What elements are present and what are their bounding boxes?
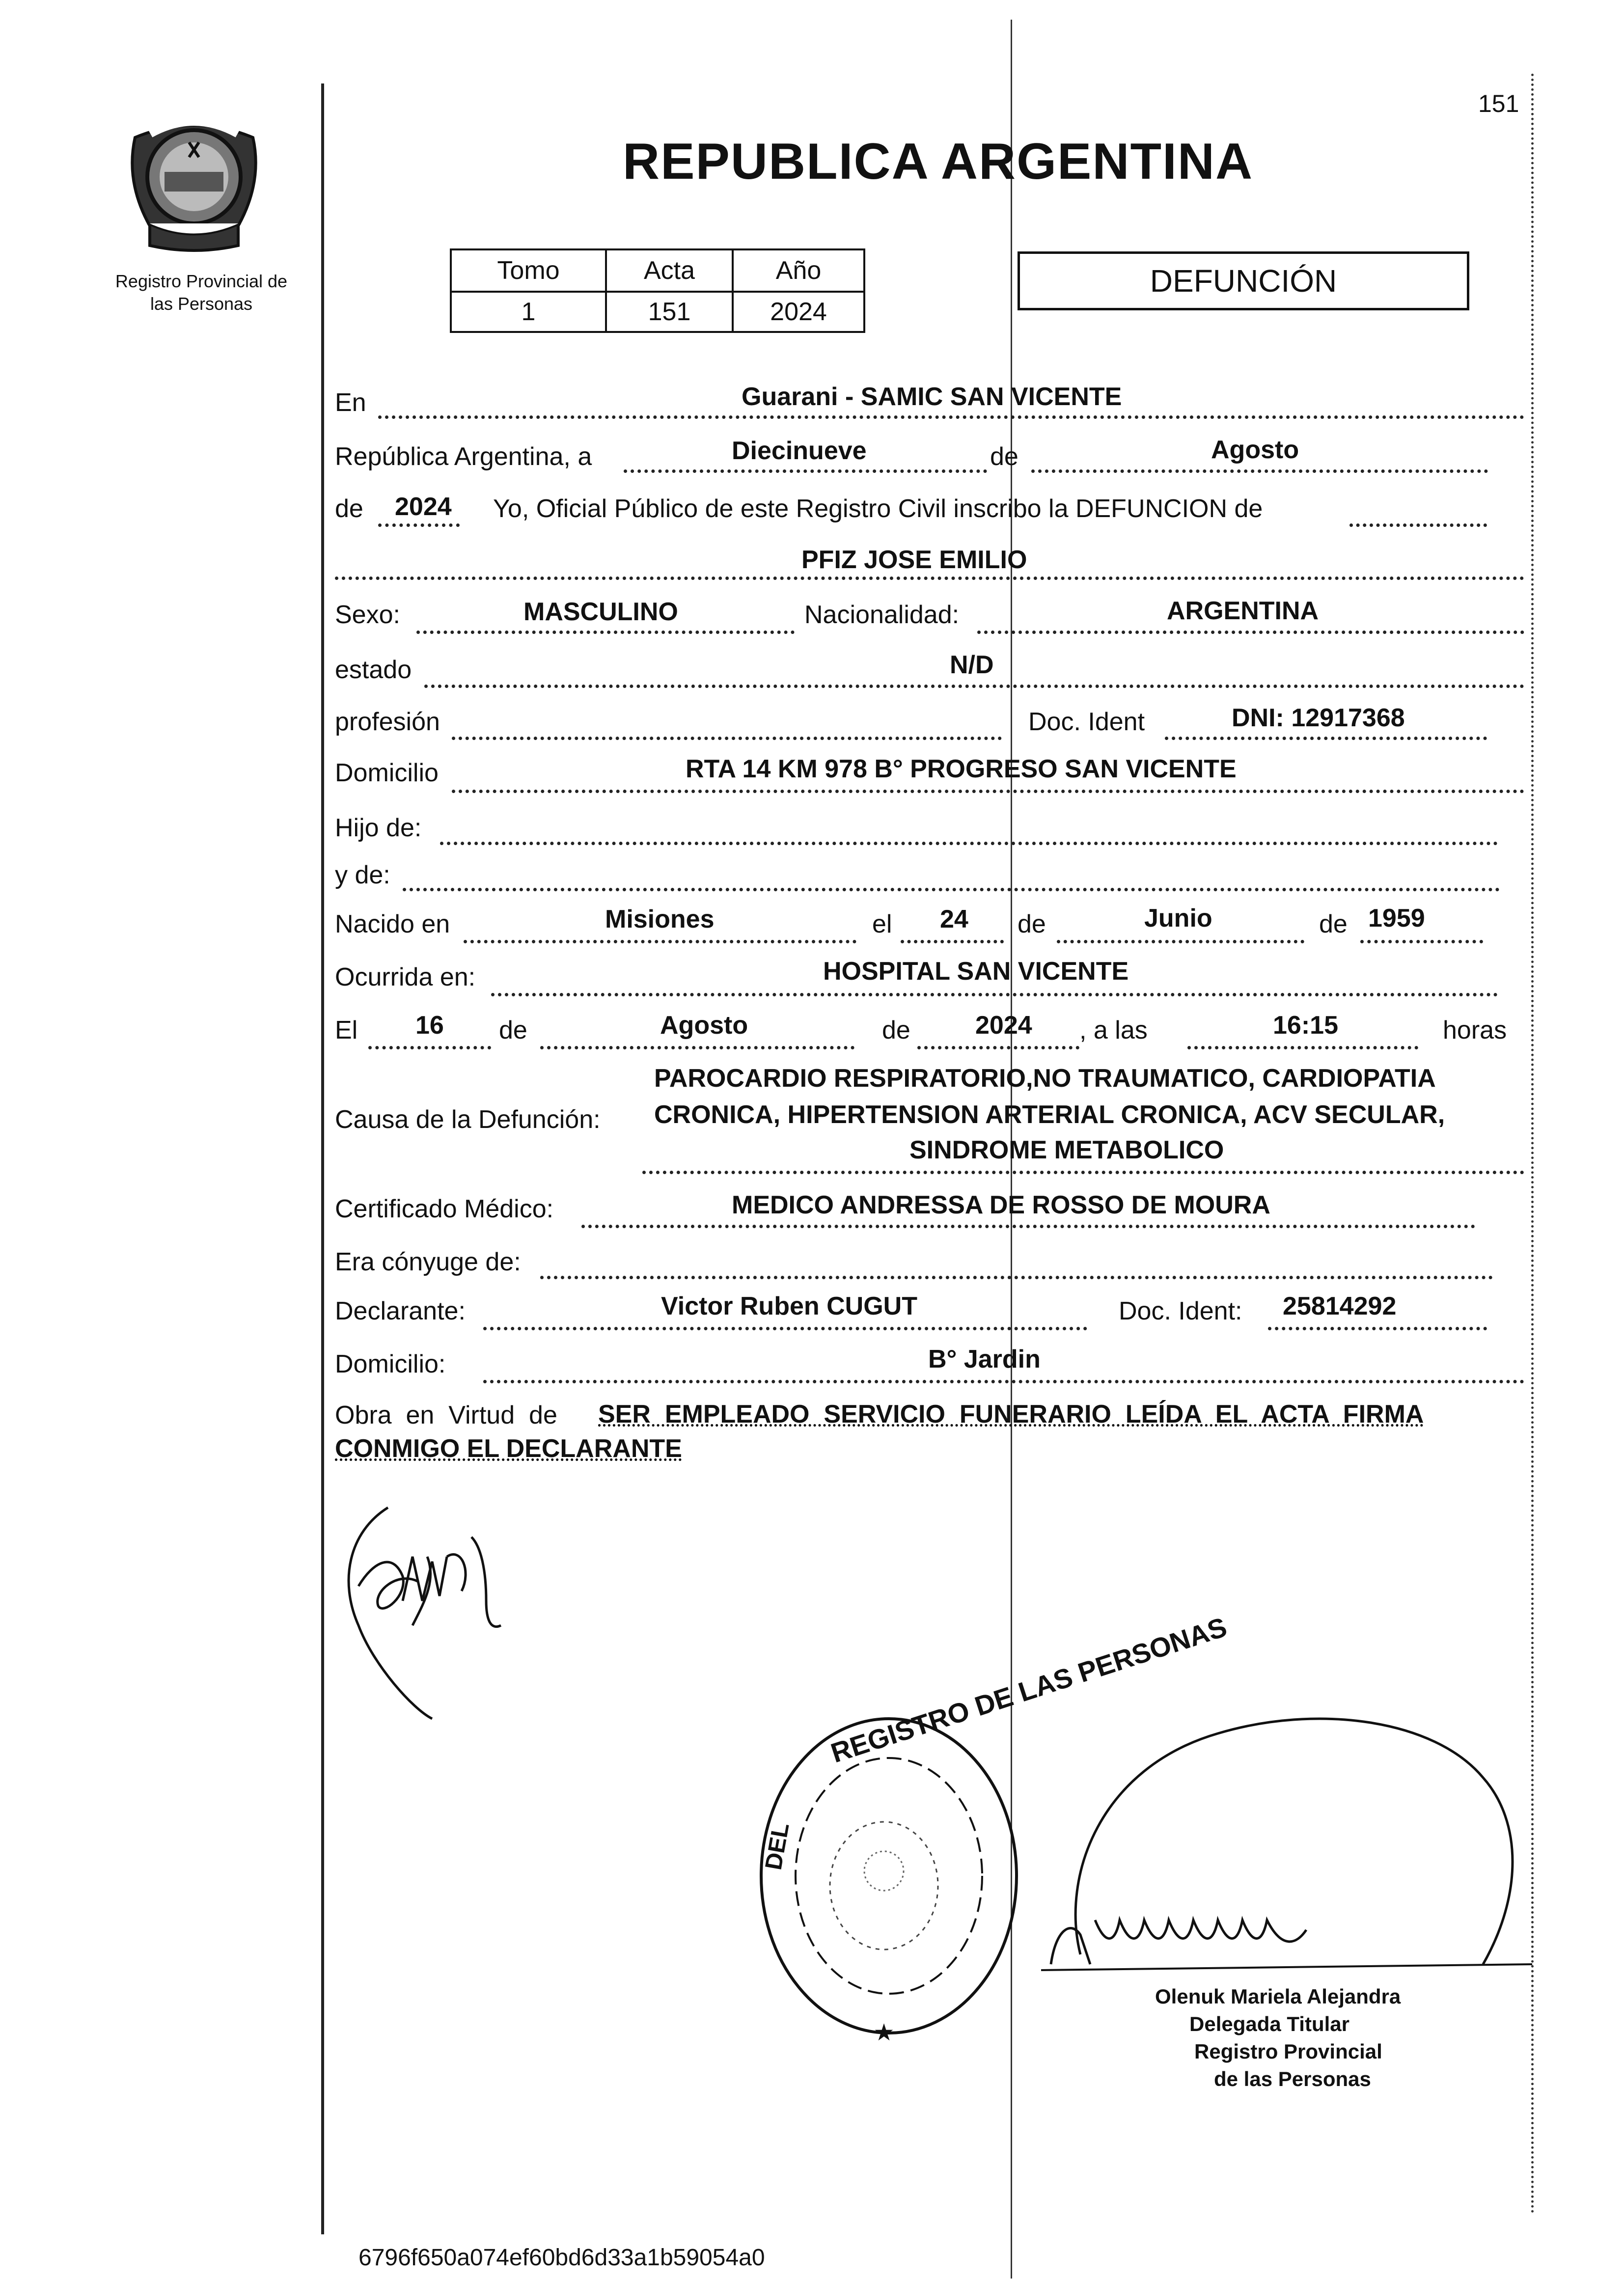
- value-declarant-doc: 25814292: [1283, 1292, 1397, 1320]
- label-a-las: , a las: [1079, 1016, 1148, 1044]
- label-causa: Causa de la Defunción:: [335, 1105, 601, 1134]
- registry-caption: [98, 270, 304, 315]
- dotline-death-place: [491, 993, 1498, 996]
- dotline-hijo: [440, 842, 1498, 845]
- document-type-box: DEFUNCIÓN: [1018, 251, 1469, 310]
- dotline-y-de: [403, 888, 1500, 891]
- label-obra-en-virtud: Obra en Virtud de: [335, 1401, 557, 1429]
- table-header-acta: Acta: [605, 248, 734, 293]
- value-birth-day: 24: [940, 905, 968, 934]
- value-place: Guarani - SAMIC SAN VICENTE: [742, 383, 1122, 411]
- value-medical-certificate: MEDICO ANDRESSA DE ROSSO DE MOURA: [732, 1191, 1270, 1219]
- value-sex: MASCULINO: [523, 598, 678, 626]
- left-margin-rule: [321, 83, 324, 2234]
- dotline-day: [624, 469, 987, 473]
- official-registry-2: de las Personas: [1214, 2067, 1371, 2090]
- stamp-left-text: DEL: [760, 1821, 795, 1872]
- dotline-nacionalidad: [977, 631, 1524, 634]
- table-value-ano: 2024: [732, 291, 865, 333]
- value-doc-id: DNI: 12917368: [1232, 704, 1405, 732]
- official-signature: [1041, 1689, 1562, 1994]
- value-cause-line-1: PAROCARDIO RESPIRATORIO,NO TRAUMATICO, CARDIOPATIA: [654, 1064, 1436, 1093]
- label-profesion: profesión: [335, 708, 440, 736]
- registry-line-2: las Personas: [150, 294, 253, 314]
- label-declarante: Declarante:: [335, 1297, 466, 1325]
- value-birth-place: Misiones: [605, 905, 715, 934]
- label-nacionalidad: Nacionalidad:: [804, 601, 960, 629]
- dotline-sexo: [416, 631, 795, 634]
- label-de-death-month: de: [499, 1016, 527, 1044]
- dotline-death-month: [540, 1046, 854, 1049]
- value-day-text: Diecinueve: [732, 437, 867, 465]
- label-domicilio: Domicilio: [335, 759, 439, 787]
- label-ocurrida-en: Ocurrida en:: [335, 963, 476, 991]
- dotline-death-day: [368, 1046, 491, 1049]
- label-estado: estado: [335, 656, 412, 684]
- document-hash: 6796f650a074ef60bd6d33a1b59054a0: [358, 2245, 765, 2271]
- value-cause-line-2: CRONICA, HIPERTENSION ARTERIAL CRONICA, ACV SECULAR,: [654, 1100, 1445, 1129]
- label-doc-ident: Doc. Ident: [1028, 708, 1145, 736]
- label-domicilio-2: Domicilio:: [335, 1350, 446, 1378]
- official-role: Delegada Titular: [1189, 2012, 1349, 2035]
- dotline-birth-day: [901, 940, 1004, 943]
- table-header-ano: Año: [732, 248, 865, 293]
- value-deceased-name: PFIZ JOSE EMILIO: [801, 546, 1027, 574]
- label-doc-ident-2: Doc. Ident:: [1119, 1297, 1242, 1325]
- label-conyuge: Era cónyuge de:: [335, 1248, 521, 1276]
- dotline-month: [1031, 469, 1488, 473]
- page-number: 151: [1478, 90, 1519, 117]
- label-y-de: y de:: [335, 861, 390, 889]
- value-death-time: 16:15: [1273, 1011, 1338, 1040]
- dotline-death-time: [1187, 1046, 1418, 1049]
- dotline-doc: [1165, 737, 1487, 740]
- value-birth-year: 1959: [1368, 904, 1425, 933]
- page-title: REPUBLICA ARGENTINA: [623, 133, 1254, 190]
- value-by-virtue-line-2: CONMIGO EL DECLARANTE: [335, 1434, 682, 1463]
- value-civil-status: N/D: [950, 651, 994, 679]
- value-declarant-address: B° Jardin: [928, 1345, 1041, 1373]
- label-nacido-en: Nacido en: [335, 910, 450, 938]
- dotline-after-de: [1349, 523, 1487, 527]
- dotline-declarante: [483, 1327, 1087, 1330]
- dotline-name: [335, 577, 1524, 580]
- value-nationality: ARGENTINA: [1167, 597, 1319, 625]
- dotline-domicilio: [452, 790, 1524, 793]
- declarant-signature: [339, 1503, 525, 1729]
- value-death-place: HOSPITAL SAN VICENTE: [823, 957, 1129, 986]
- dotline-certificado: [581, 1225, 1475, 1228]
- dotline-birth-year: [1360, 940, 1483, 943]
- label-el-cap: El: [335, 1016, 358, 1044]
- value-year: 2024: [395, 493, 452, 521]
- label-republica: República Argentina, a: [335, 442, 592, 471]
- table-header-tomo: Tomo: [450, 248, 607, 293]
- label-horas: horas: [1443, 1016, 1507, 1044]
- registry-line-1: Registro Provincial de: [115, 271, 288, 291]
- value-month: Agosto: [1211, 436, 1299, 464]
- label-el: el: [872, 910, 892, 938]
- dotline-declarant-address: [483, 1380, 1524, 1383]
- table-value-tomo: 1: [450, 291, 607, 333]
- dotline-conyuge: [540, 1276, 1493, 1279]
- value-death-year: 2024: [975, 1011, 1032, 1040]
- label-en: En: [335, 388, 366, 417]
- label-de-death-year: de: [882, 1016, 910, 1044]
- dotline-year: [378, 523, 460, 527]
- svg-text:★: ★: [873, 2020, 895, 2046]
- value-death-day: 16: [415, 1011, 444, 1040]
- official-stamp: [751, 1611, 1231, 2053]
- official-registry: Registro Provincial: [1194, 2040, 1382, 2063]
- dotline-death-year: [917, 1046, 1079, 1049]
- dotline-causa: [642, 1171, 1524, 1174]
- dotline-declarant-doc: [1268, 1327, 1487, 1330]
- label-certificado: Certificado Médico:: [335, 1195, 554, 1223]
- value-death-month: Agosto: [660, 1011, 748, 1040]
- label-de-birth-month: de: [1018, 910, 1046, 938]
- value-by-virtue-line-1: SER EMPLEADO SERVICIO FUNERARIO LEÍDA EL ACTA FIRMA: [598, 1400, 1424, 1428]
- label-de-month: de: [990, 442, 1018, 471]
- label-de-year: de: [335, 494, 363, 523]
- official-name: Olenuk Mariela Alejandra: [1155, 1985, 1401, 2008]
- dotline-birth-month: [1057, 940, 1304, 943]
- label-hijo-de: Hijo de:: [335, 814, 422, 842]
- label-sexo: Sexo:: [335, 601, 400, 629]
- dotline-estado: [424, 685, 1524, 688]
- value-address: RTA 14 KM 978 B° PROGRESO SAN VICENTE: [686, 755, 1237, 783]
- official-signature-caption: [1155, 1983, 1401, 2093]
- value-cause-line-3: SINDROME METABOLICO: [909, 1136, 1224, 1164]
- dotline-place: [378, 415, 1524, 419]
- label-de-birth-year: de: [1319, 910, 1348, 938]
- dotline-birth-place: [464, 940, 856, 943]
- stamp-top-text: REGISTRO DE LAS PERSONAS: [827, 1611, 1231, 1769]
- label-yo-oficial: Yo, Oficial Público de este Registro Civil inscribo la DEFUNCION de: [493, 494, 1263, 523]
- dotline-profesion: [452, 737, 1002, 740]
- table-value-acta: 151: [605, 291, 734, 333]
- value-birth-month: Junio: [1144, 904, 1212, 933]
- province-emblem: [120, 103, 268, 255]
- value-declarant: Victor Ruben CUGUT: [661, 1292, 917, 1320]
